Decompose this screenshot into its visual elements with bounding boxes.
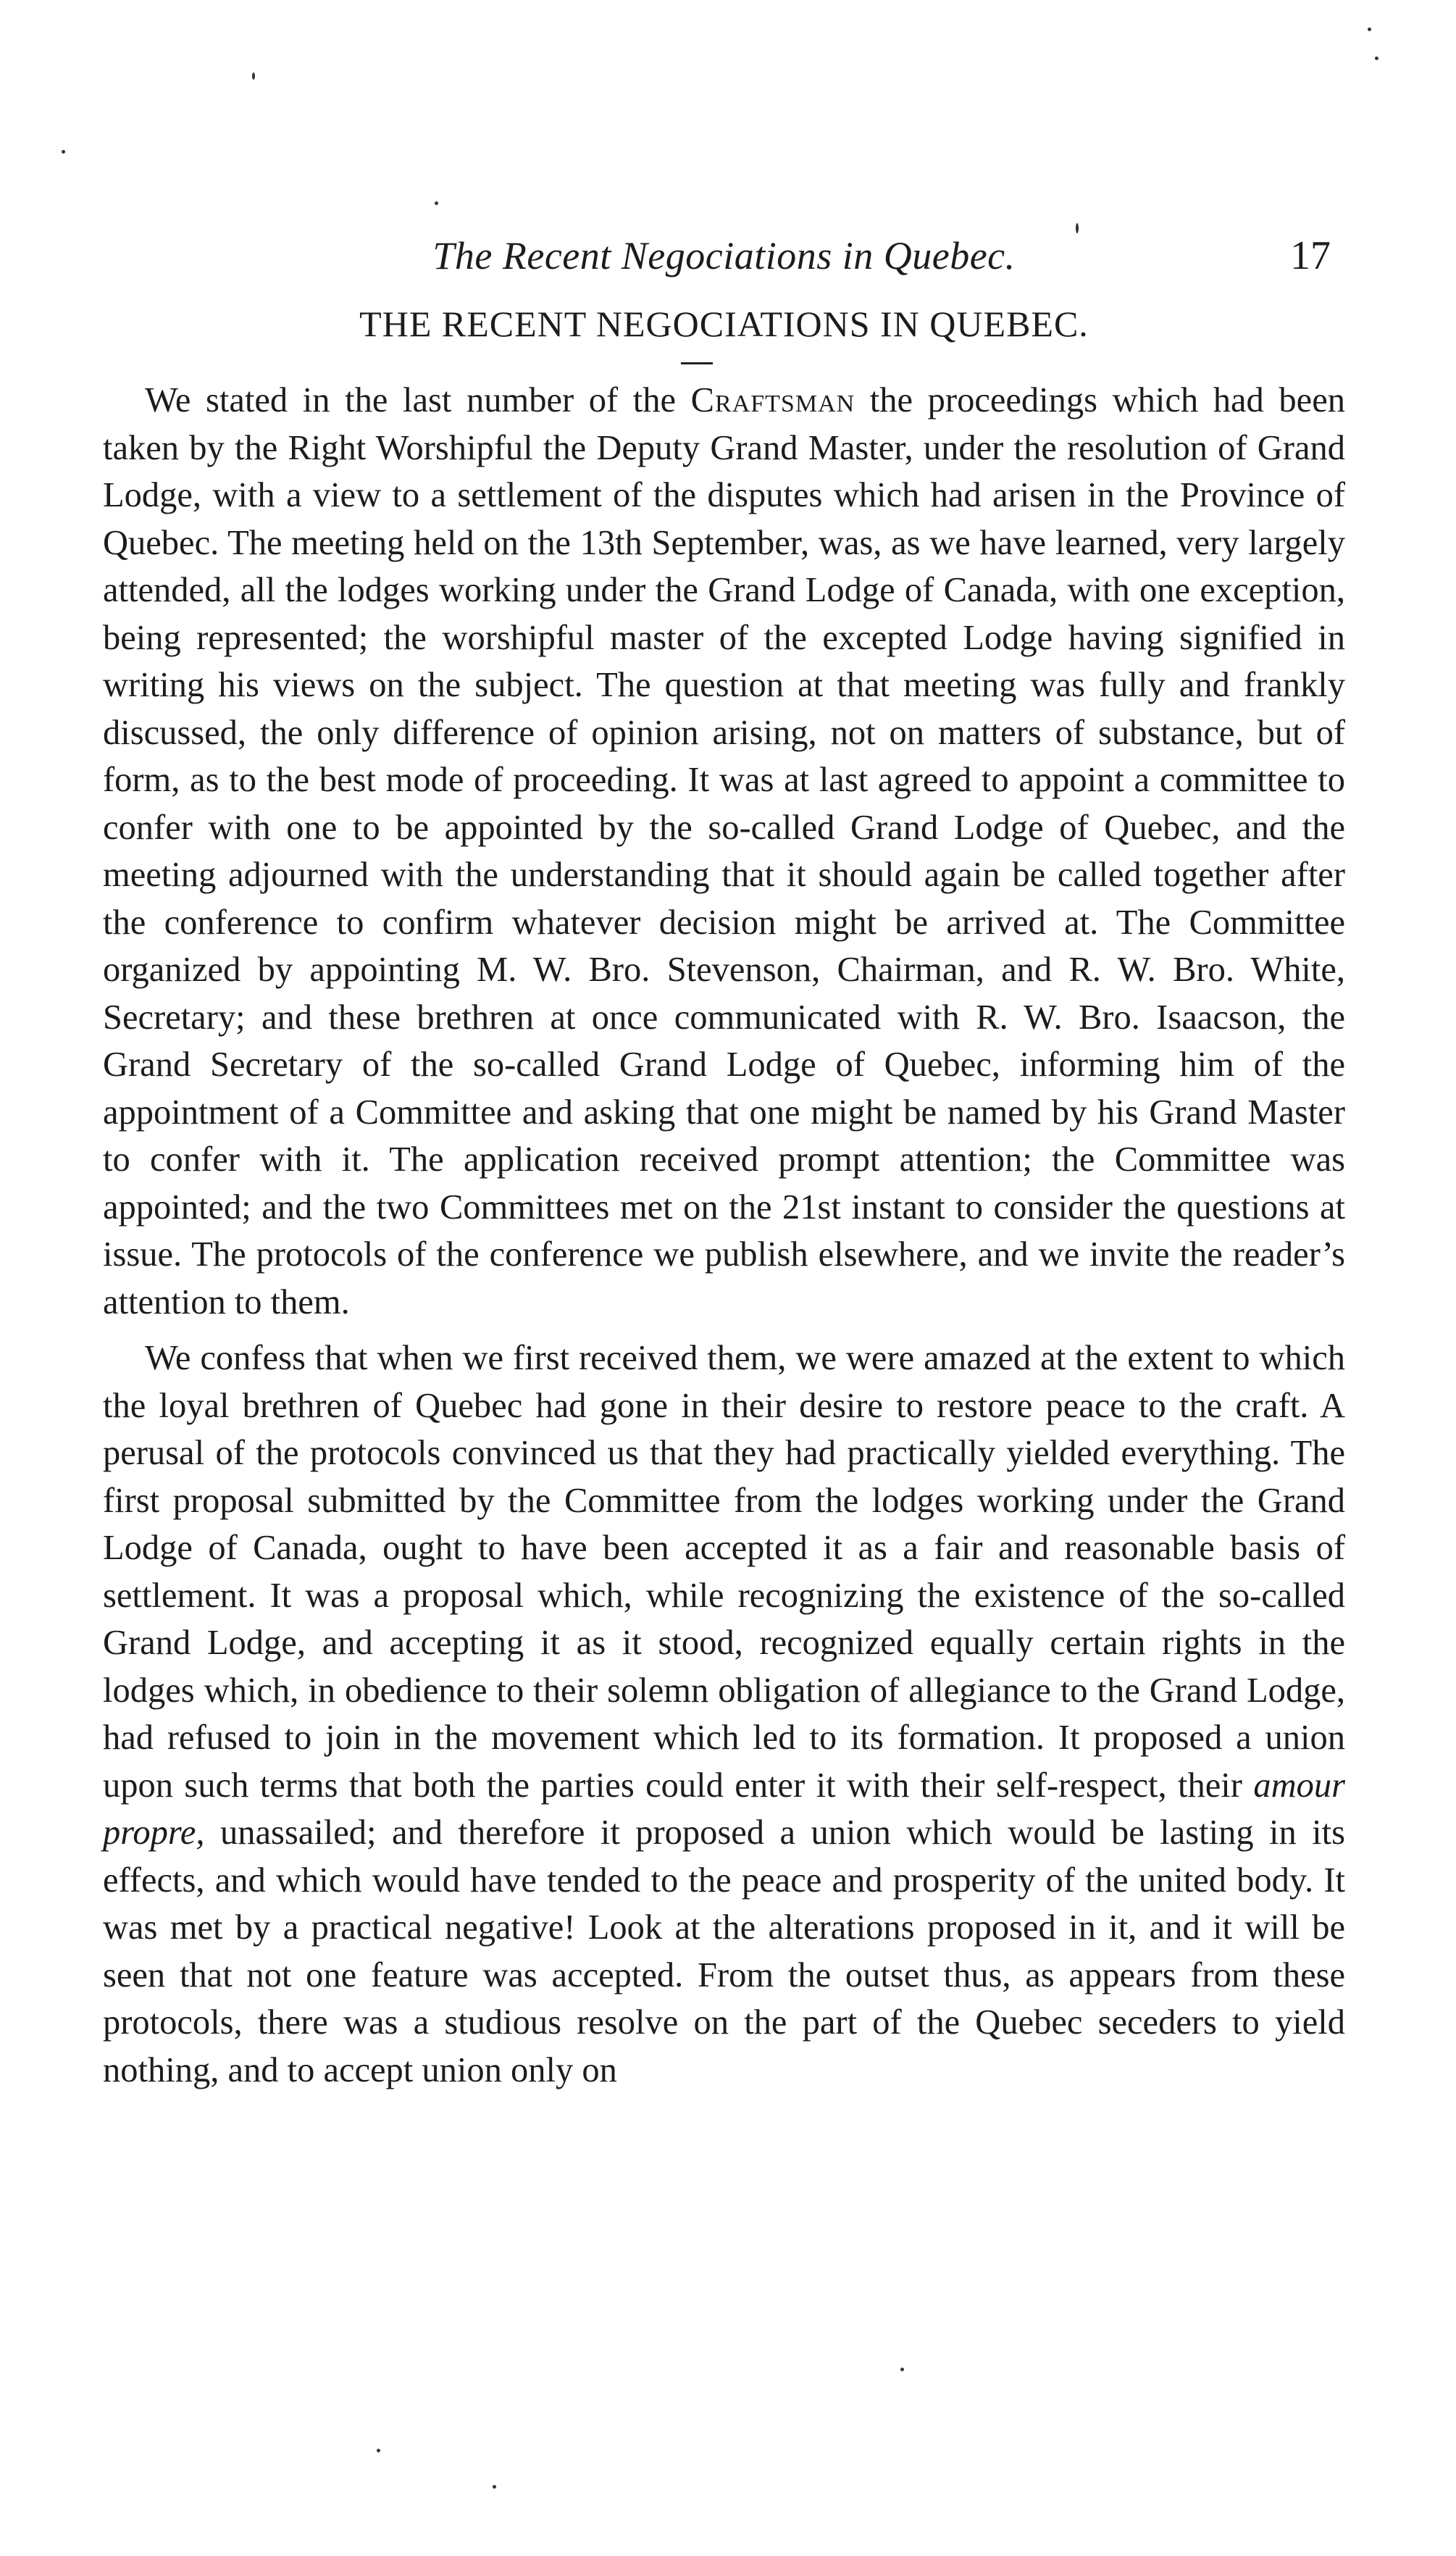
article-body	[103, 377, 1345, 2102]
running-header	[103, 230, 1345, 281]
print-speck	[1375, 57, 1378, 60]
print-speck	[900, 2368, 904, 2371]
print-speck	[1368, 28, 1371, 31]
print-speck	[435, 201, 438, 205]
paragraph-2	[103, 1335, 1345, 2094]
paragraph-1-text-b: the proceedings which had been taken by the Right Worshipful the Deputy Grand Master, under the resolution of Grand Lodge, with a view to a settlement of the disputes which had arisen in the Province of Quebec. The meeting held on the 13th September, was, as we have learned, very largely attended, all the lodges working under the Grand Lodge of Canada, with one exception, being represented; the worshipful master of the excepted Lodge having signified in writing his views on the subject. The question at that meeting was fully and frankly discussed, the only difference of opinion arising, not on matters of substance, but of form, as to the best mode of proceeding. It was at last agreed to appoint a committee to confer with one to be appointed by the so-called Grand Lodge of Quebec, and the meeting adjourned with the understanding that it should again be called together after the conference to confirm whatever decision might be arrived at. The Committee organized by appointing M. W. Bro. Stevenson, Chairman, and R. W. Bro. White, Secretary; and these brethren at once communicated with R. W. Bro. Isaacson, the Grand Secretary of the so-called Grand Lodge of Quebec, informing him of the appointment of a Committee and asking that one might be named by his Grand Master to confer with it. The application received prompt attention; the Committee was appointed; and the two Committees met on the 21st instant to consider the questions at issue. The protocols of the conference we publish elsewhere, and we invite the reader’s attention to them.	[103, 381, 1345, 1321]
paragraph-2-italic: amour propre,	[103, 1766, 1345, 1852]
running-title: The Recent Negociations in Quebec.	[432, 234, 1016, 277]
print-speck	[252, 72, 255, 80]
title-rule	[681, 362, 713, 364]
paragraph-2-text-b: unassailed; and therefore it proposed a union which would be lasting in its effects, and which would have tended to the peace and prosperity of the united body. It was met by a practical negative! Look at the alterations proposed in it, and it will be seen that not one feature was accepted. From the outset thus, as appears from these protocols, there was a studious resolve on the part of the Quebec seceders to yield nothing, and to accept union only on	[103, 1813, 1345, 2089]
paragraph-1	[103, 377, 1345, 1326]
print-speck	[62, 150, 65, 154]
article-title: THE RECENT NEGOCIATIONS IN QUEBEC.	[359, 304, 1089, 344]
print-speck	[377, 2449, 380, 2452]
journal-name: Craftsman	[690, 381, 855, 419]
page-number: 17	[1290, 233, 1331, 278]
print-speck	[493, 2485, 496, 2489]
paragraph-2-text-a: We confess that when we first received them, we were amazed at the extent to which the loyal brethren of Quebec had gone in their desire to restore peace to the craft. A perusal of the protocols convinced us that they had practically yielded everything. The first proposal submitted by the Committee from the lodges working under the Grand Lodge of Canada, ought to have been accepted it as a fair and reasonable basis of settlement. It was a proposal which, while recognizing the existence of the so-called Grand Lodge, and accepting it as it stood, recognized equally certain rights in the lodges which, in obedience to their solemn obligation of allegiance to the Grand Lodge, had refused to join in the movement which led to its formation. It proposed a union upon such terms that both the parties could enter it with their self-respect, their	[103, 1339, 1345, 1805]
paragraph-1-text-a: We stated in the last number of the	[145, 381, 691, 419]
